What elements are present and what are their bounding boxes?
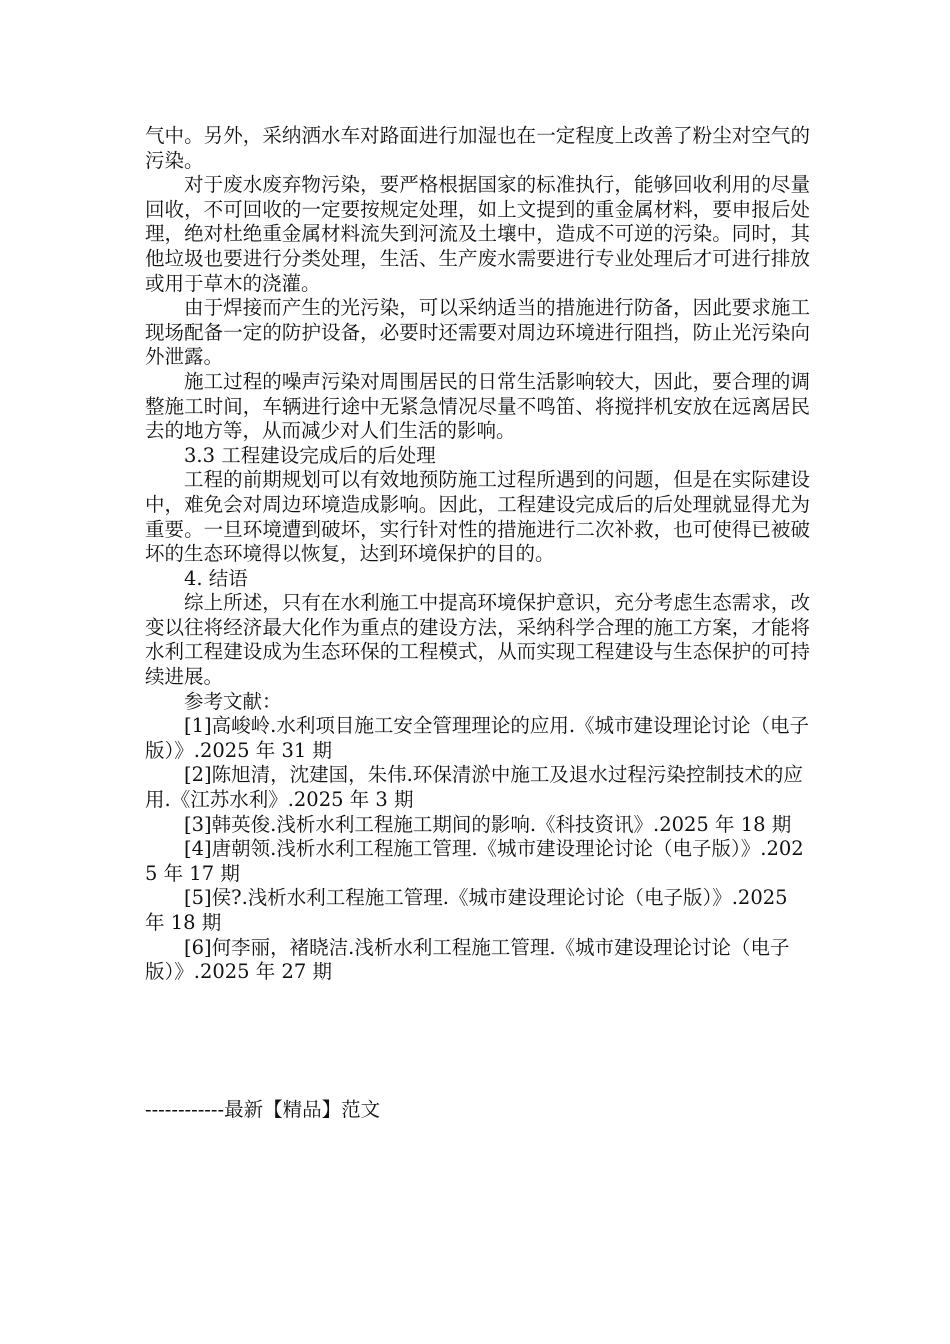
paragraph-noise-pollution: 施工过程的噪声污染对周围居民的日常生活影响较大，因此，要合理的调整施工时间，车辆进行途中无紧急情况尽量不鸣笛、将搅拌机安放在远离居民去的地方等，从而减少对人们生活的影响。: [145, 369, 810, 443]
page-footer: ------------最新【精品】范文: [145, 1098, 381, 1121]
reference-item: [6]何李丽，褚晓洁.浅析水利工程施工管理.《城市建设理论讨论（电子版）》.2025 年 27 期: [145, 935, 790, 984]
paragraph-wastewater: 对于废水废弃物污染，要严格根据国家的标准执行，能够回收利用的尽量回收，不可回收的一定要按规定处理，如上文提到的重金属材料，要申报后处理，绝对杜绝重金属材料流失到河流及土壤中，造成不可逆的污染。同时，其他垃圾也要进行分类处理，生活、生产废水需要进行专业处理后才可进行排放或用于草木的浇灌。: [145, 173, 810, 295]
reference-list: [145, 714, 810, 985]
paragraph-light-pollution: 由于焊接而产生的光污染，可以采纳适当的措施进行防备，因此要求施工现场配备一定的防护设备，必要时还需要对周边环境进行阻挡，防止光污染向外泄露。: [145, 296, 810, 369]
paragraph-continuation: 气中。另外，采纳洒水车对路面进行加湿也在一定程度上改善了粉尘对空气的污染。: [145, 124, 810, 172]
references-heading: 参考文献：: [184, 689, 282, 713]
section-heading-4: 4. 结语: [184, 566, 248, 590]
reference-item: [4]唐朝领.浅析水利工程施工管理.《城市建设理论讨论（电子版）》.2025 年 17 期: [145, 837, 804, 885]
reference-item: [3]韩英俊.浅析水利工程施工期间的影响.《科技资讯》.2025 年 18 期: [184, 812, 792, 836]
section-heading-3-3: 3.3 工程建设完成后的后处理: [184, 443, 436, 467]
paragraph-conclusion: 综上所述，只有在水利施工中提高环境保护意识，充分考虑生态需求，改变以往将经济最大化作为重点的建设方法，采纳科学合理的施工方案，才能将水利工程建设成为生态环保的工程模式，从而实现工程建设与生态保护的可持续进展。: [145, 591, 810, 689]
document-body: [145, 124, 810, 985]
reference-item: [2]陈旭清，沈建国，朱伟.环保清淤中施工及退水过程污染控制技术的应用.《江苏水利》.2025 年 3 期: [145, 763, 803, 812]
paragraph-post-treatment: 工程的前期规划可以有效地预防施工过程所遇到的问题，但是在实际建设中，难免会对周边环境造成影响。因此，工程建设完成后的后处理就显得尤为重要。一旦环境遭到破坏，实行针对性的措施进行二次补救，也可使得已被破坏的生态环境得以恢复，达到环境保护的目的。: [145, 468, 810, 566]
reference-item: [1]高峻岭.水利项目施工安全管理理论的应用.《城市建设理论讨论（电子版）》.2025 年 31 期: [145, 714, 810, 762]
reference-item: [5]侯?.浅析水利工程施工管理.《城市建设理论讨论（电子版）》.2025 年 18 期: [145, 886, 788, 934]
